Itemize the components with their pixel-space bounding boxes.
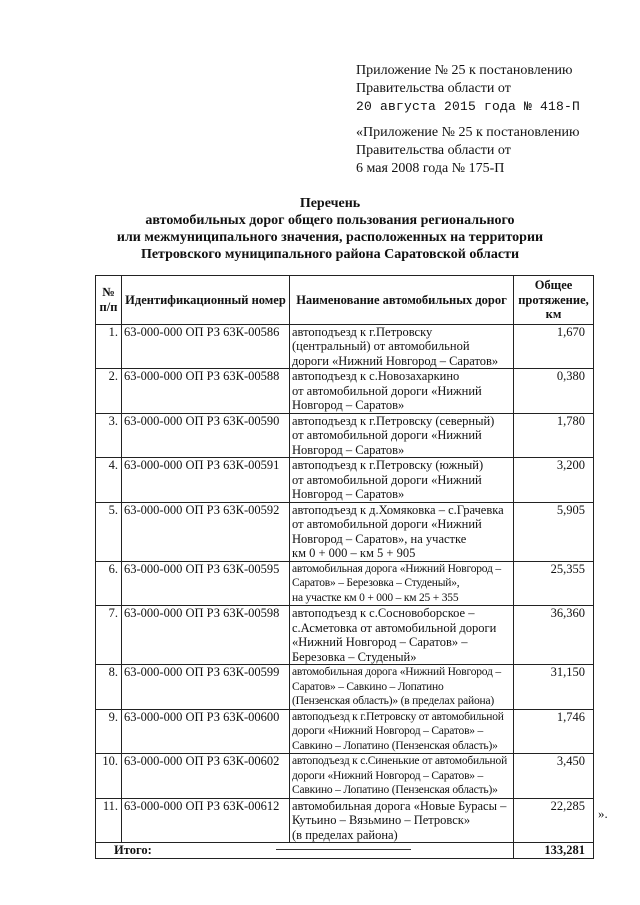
table-row xyxy=(96,324,594,369)
table-row xyxy=(96,369,594,414)
road-name-line: Новгород – Саратов» xyxy=(292,442,405,457)
row-length: 0,380 xyxy=(514,369,594,414)
row-number: 5. xyxy=(96,502,122,561)
road-name-line: Новгород – Саратов» xyxy=(292,487,405,501)
road-name-line: автоподъезд к с.Сосновоборское – xyxy=(292,606,475,620)
row-road-name xyxy=(290,606,514,665)
row-length: 1,780 xyxy=(514,413,594,458)
row-identifier: 63-000-000 ОП РЗ 63К-00612 xyxy=(122,798,290,843)
row-road-name xyxy=(290,709,514,754)
row-identifier: 63-000-000 ОП РЗ 63К-00600 xyxy=(122,709,290,754)
row-identifier: 63-000-000 ОП РЗ 63К-00592 xyxy=(122,502,290,561)
header-name: Наименование автомобильных дорог xyxy=(290,276,514,325)
row-number: 2. xyxy=(96,369,122,414)
row-road-name xyxy=(290,413,514,458)
row-road-name xyxy=(290,324,514,369)
row-length: 36,360 xyxy=(514,606,594,665)
row-length: 3,450 xyxy=(514,754,594,799)
row-number: 4. xyxy=(96,458,122,503)
table-row xyxy=(96,413,594,458)
row-number: 9. xyxy=(96,709,122,754)
road-name-line: (в пределах района) xyxy=(292,827,398,842)
road-name-line: Саратов» – Березовка – Студеный», xyxy=(292,577,460,589)
row-length: 3,200 xyxy=(514,458,594,503)
road-name-line: автомобильная дорога «Нижний Новгород – xyxy=(292,666,501,678)
road-name-line: автомобильная дорога «Нижний Новгород – xyxy=(292,562,501,575)
total-row xyxy=(96,843,594,859)
row-length: 1,746 xyxy=(514,709,594,754)
title-line-2: автомобильных дорог общего пользования регионального xyxy=(145,213,515,228)
table-row xyxy=(96,665,594,710)
appendix-date-line: 20 августа 2015 года № 418-П xyxy=(356,99,581,114)
table-row xyxy=(96,798,594,843)
road-name-line: автоподъезд к г.Петровску xyxy=(292,324,433,339)
road-name-line: от автомобильной дороги «Нижний xyxy=(292,517,482,531)
row-identifier: 63-000-000 ОП РЗ 63К-00598 xyxy=(122,606,290,665)
row-road-name xyxy=(290,458,514,503)
road-name-line: Кутьино – Вязьмино – Петровск» xyxy=(292,813,471,827)
road-name-line: от автомобильной дороги «Нижний xyxy=(292,472,482,487)
roads-table xyxy=(95,275,594,859)
appendix-header xyxy=(356,62,580,116)
road-name-line: «Нижний Новгород – Саратов» – xyxy=(292,635,468,649)
row-identifier: 63-000-000 ОП РЗ 63К-00591 xyxy=(122,458,290,503)
total-length: 133,281 xyxy=(514,843,594,859)
title-line-4: Петровского муниципального района Саратовской области xyxy=(140,247,520,262)
row-road-name xyxy=(290,754,514,799)
table-row xyxy=(96,502,594,561)
road-name-line: дороги «Нижний Новгород – Саратов» – xyxy=(292,769,484,782)
closing-quote: ». xyxy=(598,806,608,821)
row-number: 1. xyxy=(96,324,122,369)
row-road-name xyxy=(290,502,514,561)
road-name-line: на участке км 0 + 000 – км 25 + 355 xyxy=(292,591,459,604)
road-name-line: автоподъезд к с.Синенькие от автомобильной xyxy=(292,755,508,767)
row-identifier: 63-000-000 ОП РЗ 63К-00595 xyxy=(122,561,290,606)
row-number: 7. xyxy=(96,606,122,665)
header-length: Общее протяжение, км xyxy=(514,276,594,325)
row-length: 25,355 xyxy=(514,561,594,606)
road-name-line: с.Асметовка от автомобильной дороги xyxy=(292,620,497,635)
table-header-row xyxy=(96,276,594,325)
table-row xyxy=(96,458,594,503)
table-row xyxy=(96,754,594,799)
document-title xyxy=(80,195,580,263)
road-name-line: от автомобильной дороги «Нижний xyxy=(292,428,482,442)
header-id: Идентификационный номер xyxy=(122,276,290,325)
row-length: 22,285 xyxy=(514,798,594,843)
row-identifier: 63-000-000 ОП РЗ 63К-00586 xyxy=(122,324,290,369)
row-length: 5,905 xyxy=(514,502,594,561)
row-identifier: 63-000-000 ОП РЗ 63К-00602 xyxy=(122,754,290,799)
row-number: 3. xyxy=(96,413,122,458)
row-number: 11. xyxy=(96,798,122,843)
road-name-line: Березовка – Студеный» xyxy=(292,649,417,664)
row-road-name xyxy=(290,561,514,606)
road-name-line: Саратов» – Савкино – Лопатино xyxy=(292,680,444,693)
appendix-line-1: Приложение № 25 к постановлению xyxy=(356,63,573,78)
road-name-line: автомобильная дорога «Новые Бурасы – xyxy=(292,798,507,813)
road-name-line: Савкино – Лопатино (Пензенская область)» xyxy=(292,784,498,796)
road-name-line: Новгород – Саратов» xyxy=(292,398,405,412)
row-identifier: 63-000-000 ОП РЗ 63К-00590 xyxy=(122,413,290,458)
road-name-line: автоподъезд к д.Хомяковка – с.Грачевка xyxy=(292,502,504,517)
row-number: 10. xyxy=(96,754,122,799)
header-num: № п/п xyxy=(96,276,122,325)
road-name-line: (Пензенская область)» (в пределах района) xyxy=(292,695,495,707)
total-label: Итого: xyxy=(96,843,514,859)
road-name-line: Новгород – Саратов», на участке xyxy=(292,531,467,546)
table-row xyxy=(96,709,594,754)
road-name-line: дороги «Нижний Новгород – Саратов» – xyxy=(292,725,484,737)
road-name-line: дороги «Нижний Новгород – Саратов» xyxy=(292,353,499,368)
row-number: 8. xyxy=(96,665,122,710)
row-length: 31,150 xyxy=(514,665,594,710)
road-name-line: автоподъезд к г.Петровску (северный) xyxy=(292,413,495,428)
road-name-line: (центральный) от автомобильной xyxy=(292,339,470,353)
footer-divider xyxy=(276,849,411,850)
title-line-1: Перечень xyxy=(299,196,361,211)
original-line-1: «Приложение № 25 к постановлению xyxy=(356,125,580,140)
row-road-name xyxy=(290,369,514,414)
row-identifier: 63-000-000 ОП РЗ 63К-00588 xyxy=(122,369,290,414)
row-number: 6. xyxy=(96,561,122,606)
table-row xyxy=(96,561,594,606)
row-identifier: 63-000-000 ОП РЗ 63К-00599 xyxy=(122,665,290,710)
original-line-2: Правительства области от xyxy=(356,143,511,158)
appendix-line-2: Правительства области от xyxy=(356,81,511,96)
table-body xyxy=(96,324,594,858)
road-name-line: Савкино – Лопатино (Пензенская область)» xyxy=(292,739,498,752)
road-name-line: от автомобильной дороги «Нижний xyxy=(292,383,482,398)
table-row xyxy=(96,606,594,665)
road-name-line: автоподъезд к г.Петровску от автомобильной xyxy=(292,710,504,723)
row-road-name xyxy=(290,798,514,843)
road-name-line: автоподъезд к с.Новозахаркино xyxy=(292,369,460,383)
row-length: 1,670 xyxy=(514,324,594,369)
row-road-name xyxy=(290,665,514,710)
original-line-3: 6 мая 2008 года № 175-П xyxy=(356,161,505,176)
road-name-line: автоподъезд к г.Петровску (южный) xyxy=(292,458,484,472)
title-line-3: или межмуниципального значения, расположенных на территории xyxy=(116,230,544,245)
road-name-line: км 0 + 000 – км 5 + 905 xyxy=(292,546,416,560)
original-appendix-header xyxy=(356,124,579,178)
